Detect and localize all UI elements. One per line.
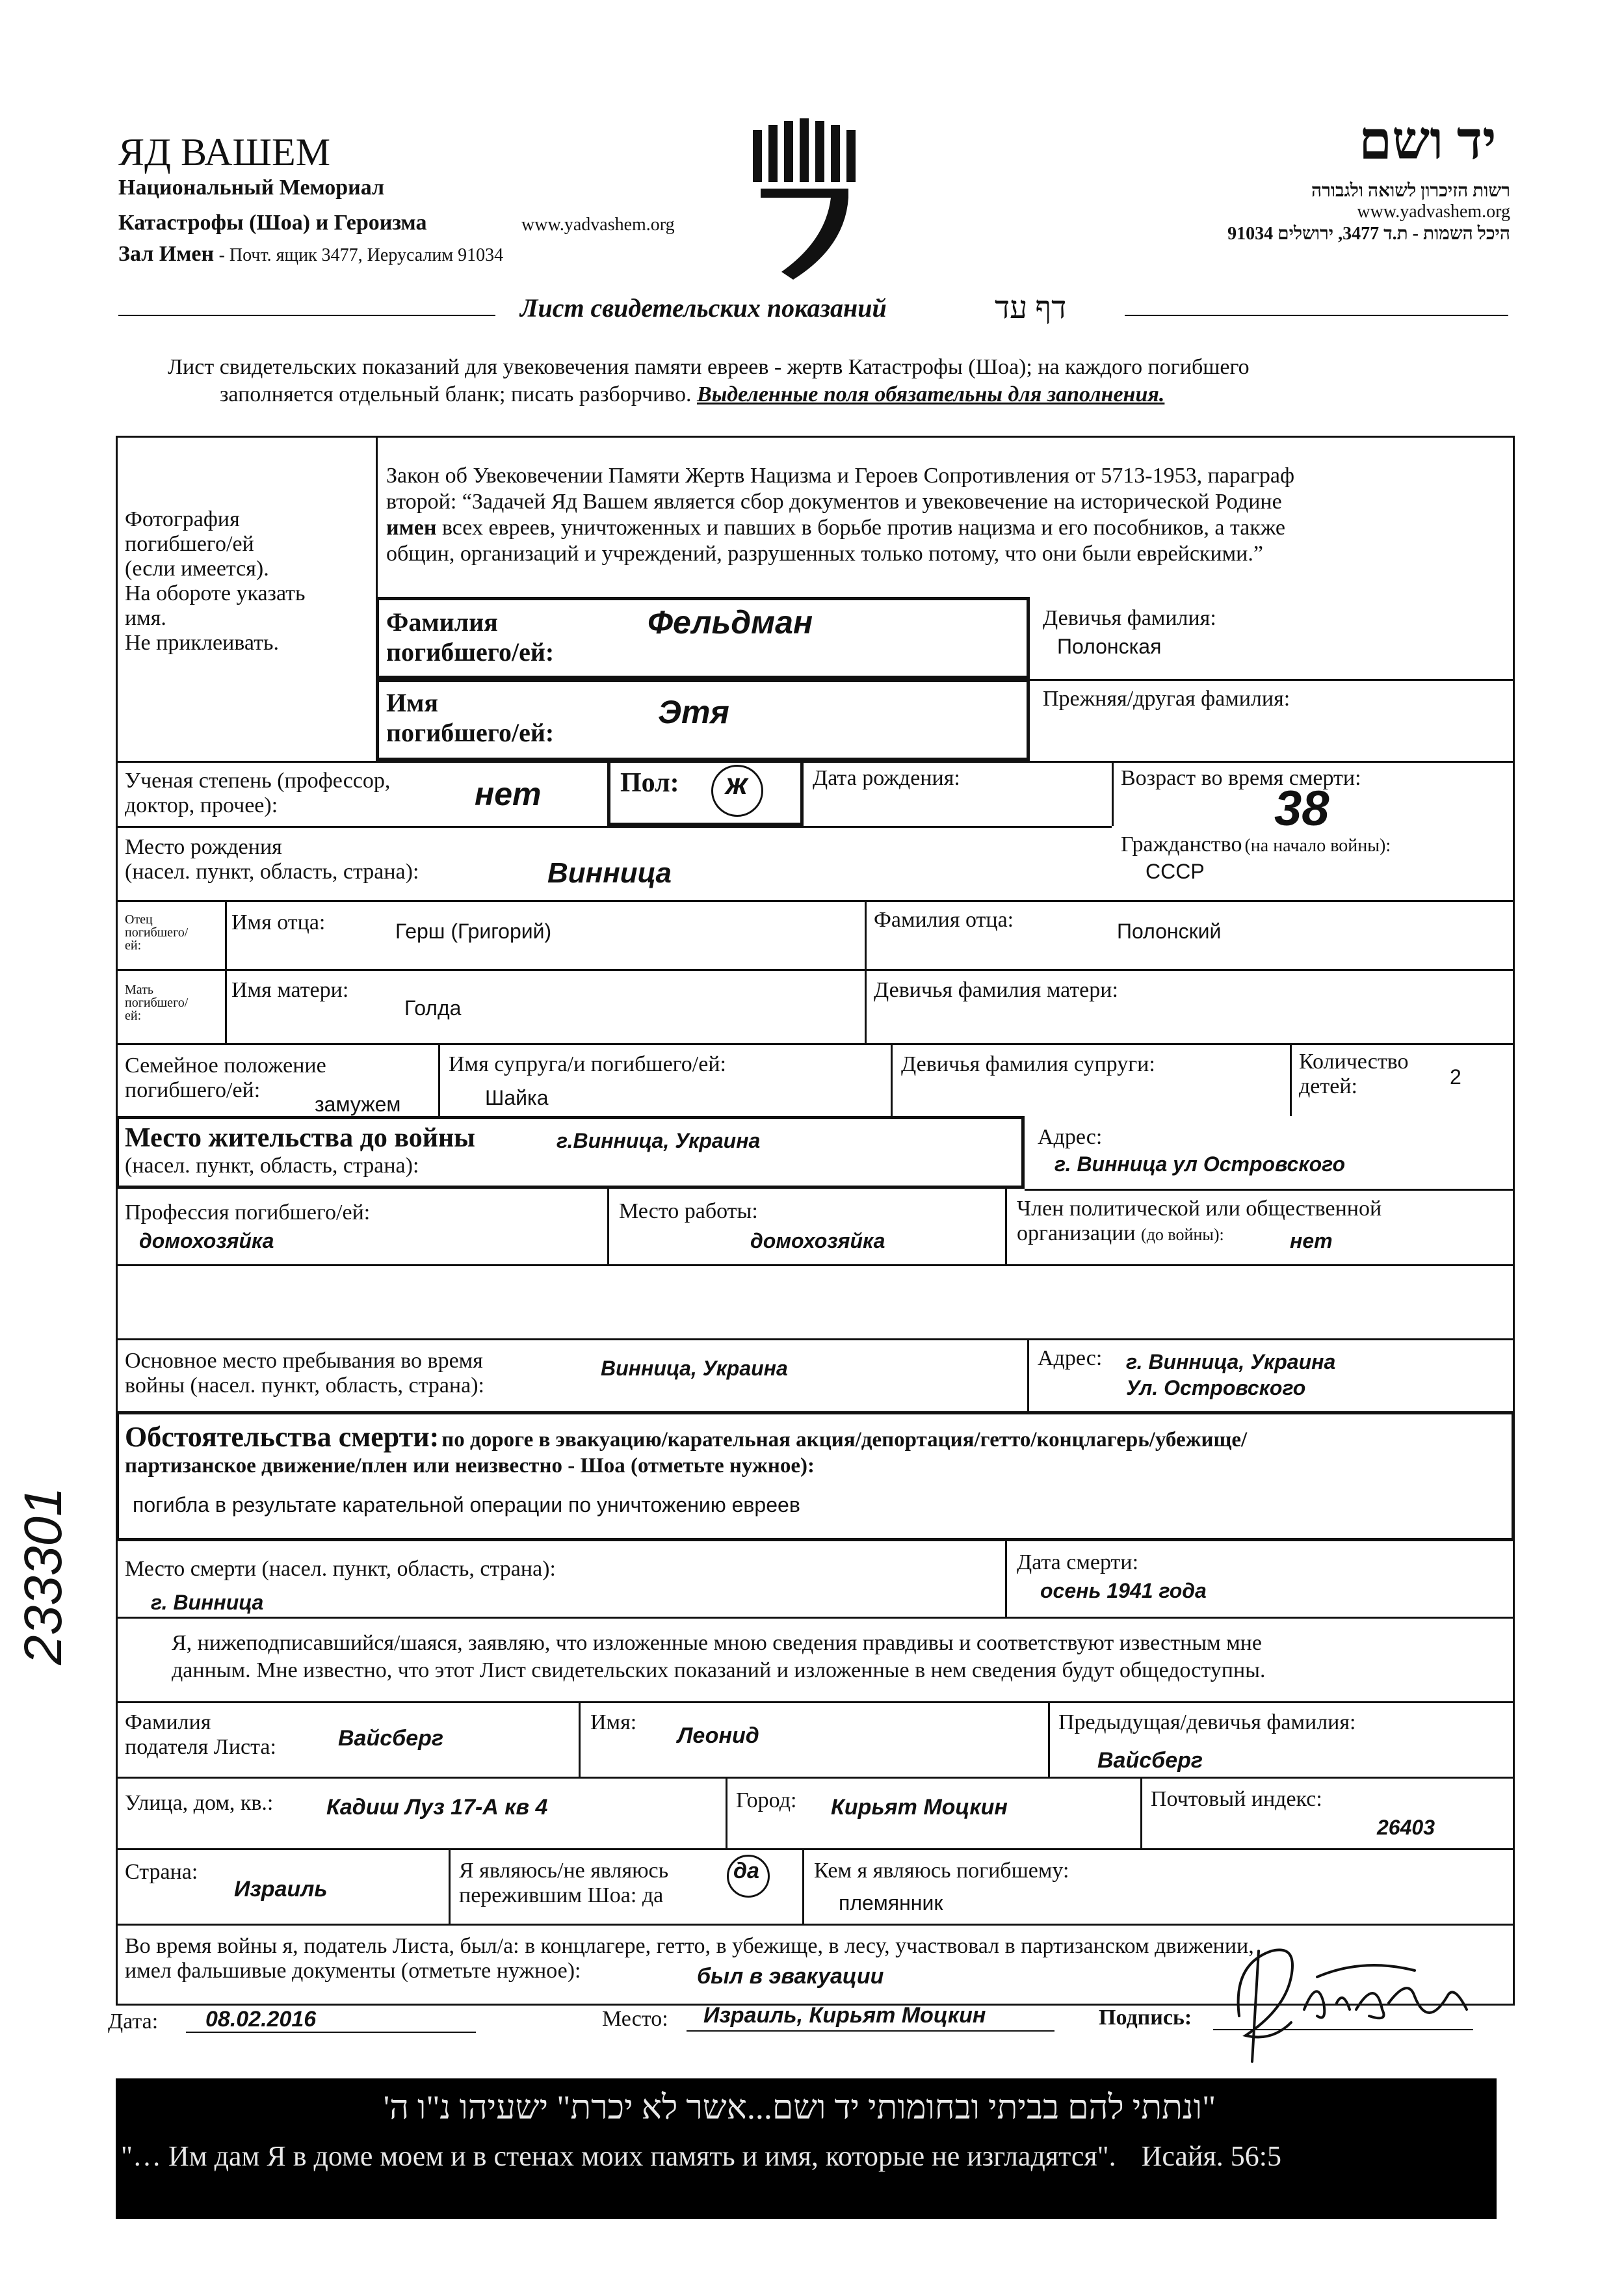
survivor-label — [459, 1859, 668, 1908]
sign-date-rule — [186, 2032, 476, 2033]
intro-line-2-emph: Выделенные поля обязательны для заполнения. — [697, 382, 1165, 406]
rule — [1112, 761, 1114, 826]
signature-label: Подпись: — [1099, 2006, 1192, 2030]
mother-name-value: Голда — [404, 996, 462, 1020]
marital-label-1: Семейное положение — [125, 1054, 326, 1078]
father-side-2: погибшего/ — [125, 925, 189, 940]
father-name-value: Герш (Григорий) — [395, 920, 552, 943]
rule — [802, 1848, 804, 1924]
org-name-ru: ЯД ВАШЕМ — [118, 131, 331, 174]
victim-maiden-label: Девичья фамилия: — [1043, 606, 1216, 630]
banner-hebrew-quote: "ונתתי להם בביתי ובחומותי יד ושם...אשר לא יכרת" ישעיהו נ"ו ה' — [383, 2089, 1216, 2127]
death-circumstances-title: Обстоятельства смерти: — [125, 1421, 439, 1453]
survivor-label-2-line — [459, 1883, 668, 1908]
children-label — [1299, 1050, 1409, 1099]
org-line2-he: רשות הזיכרון לשואה ולגבורה — [1311, 181, 1510, 201]
rule — [116, 900, 1515, 902]
banner-russian-line — [121, 2140, 1493, 2173]
children-value: 2 — [1450, 1065, 1461, 1089]
father-side-1: Отец — [125, 912, 153, 927]
victim-surname-label-2: погибшего/ей: — [386, 637, 555, 667]
victim-name-label-2: погибшего/ей: — [386, 718, 555, 747]
death-date-label: Дата смерти: — [1017, 1550, 1139, 1574]
submitter-surname-value: Вайсберг — [338, 1726, 444, 1751]
rule — [116, 1264, 1515, 1266]
submitter-signature — [1220, 1938, 1480, 2068]
rule — [116, 1043, 1515, 1045]
rule — [891, 1043, 893, 1116]
rule — [116, 969, 1515, 971]
photo-line-6: Не приклеивать. — [125, 631, 279, 655]
photo-line-1: Фотография — [125, 507, 240, 531]
photo-line-5: имя. — [125, 606, 166, 630]
rule — [438, 1043, 440, 1116]
relation-value: племянник — [839, 1891, 943, 1915]
birthplace-label — [125, 835, 419, 884]
yad-vashem-logo — [748, 117, 865, 286]
marital-label — [125, 1054, 326, 1103]
law-line-3 — [386, 515, 1294, 541]
rule — [1005, 1189, 1007, 1264]
birthplace-label-1: Место рождения — [125, 835, 282, 859]
spouse-maiden-label: Девичья фамилия супруги: — [901, 1052, 1155, 1076]
degree-label — [125, 769, 390, 818]
sign-place-label: Место: — [602, 2007, 668, 2031]
title-rule-right — [1125, 315, 1508, 316]
wartime-address-label: Адрес: — [1038, 1346, 1103, 1370]
rule — [116, 1338, 1515, 1340]
declaration-line-1: Я, нижеподписавшийся/шаяся, заявляю, что изложенные мною сведения правдивы и соответствуют известным мне — [172, 1631, 1262, 1655]
law-line-4: общин, организаций и учреждений, разрушенных только потому, что они были еврейскими.” — [386, 542, 1263, 566]
submitter-prev-label: Предыдущая/девичья фамилия: — [1058, 1710, 1356, 1734]
death-circumstances-options-2: партизанское движение/плен или неизвестно - Шоа (отметьте нужное): — [125, 1454, 815, 1478]
zip-value: 26403 — [1377, 1816, 1435, 1839]
sign-date-label: Дата: — [108, 2009, 159, 2034]
rule — [607, 1189, 609, 1264]
victim-former-name-label: Прежняя/другая фамилия: — [1043, 687, 1290, 711]
citizenship-value: СССР — [1146, 860, 1205, 883]
country-value: Израиль — [234, 1877, 328, 1902]
title-rule-left — [118, 315, 495, 316]
age-label: Возраст во время смерти: — [1121, 766, 1361, 790]
residence-label-1: Место жительства до войны — [125, 1123, 475, 1153]
form-title-ru: Лист свидетельских показаний — [520, 293, 887, 323]
mother-side-2: погибшего/ — [125, 996, 189, 1010]
victim-name-label-1: Имя — [386, 688, 438, 717]
survivor-label-2: пережившим Шоа: — [459, 1883, 637, 1907]
relation-label: Кем я являюсь погибшему: — [814, 1859, 1069, 1883]
photo-line-2: погибшего/ей — [125, 532, 254, 556]
rule — [116, 1617, 1515, 1619]
death-place-label: Место смерти (насел. пункт, область, страна): — [125, 1557, 556, 1581]
photo-box-text — [125, 507, 306, 656]
marital-label-2: погибшего/ей: — [125, 1078, 261, 1102]
survivor-typed: да — [642, 1883, 664, 1907]
wartime-address-value-2: Ул. Островского — [1126, 1376, 1306, 1399]
father-side-label — [125, 913, 188, 952]
victim-name-value: Этя — [658, 694, 729, 730]
victim-maiden-value: Полонская — [1057, 635, 1162, 658]
workplace-value: домохозяйка — [750, 1229, 885, 1253]
father-side-3: ей: — [125, 938, 142, 953]
rule — [225, 900, 227, 1043]
member-note: (до войны): — [1141, 1225, 1224, 1244]
degree-label-2: доктор, прочее): — [125, 793, 278, 817]
wartime-address-value-1: г. Винница, Украина — [1126, 1350, 1336, 1373]
hall-of-names-label: Зал Имен — [118, 242, 215, 266]
rule — [116, 1777, 1515, 1779]
degree-label-1: Ученая степень (профессор, — [125, 769, 391, 793]
degree-value: нет — [475, 776, 542, 812]
wartime-label-2: войны (насел. пункт, область, страна): — [125, 1373, 484, 1398]
citizenship-label — [1121, 832, 1391, 857]
rule — [1030, 679, 1515, 681]
sign-place-rule — [687, 2030, 1054, 2032]
survivor-label-1: Я являюсь/не являюсь — [459, 1859, 669, 1883]
rule — [1027, 1338, 1029, 1411]
submitter-wartime-label-1: Во время войны я, податель Листа, был/а: в концлагере, гетто, в убежище, в лесу, участвовал в партизанском движении, — [125, 1934, 1254, 1958]
website-left: www.yadvashem.org — [521, 215, 675, 235]
rule — [1048, 1701, 1050, 1777]
father-name-label: Имя отца: — [231, 910, 326, 935]
mother-side-3: ей: — [125, 1009, 142, 1023]
rule — [449, 1848, 451, 1924]
residence-label-2: (насел. пункт, область, страна): — [125, 1154, 419, 1178]
wartime-label-1: Основное место пребывания во время — [125, 1349, 483, 1373]
zip-label: Почтовый индекс: — [1151, 1787, 1322, 1811]
father-surname-value: Полонский — [1117, 920, 1222, 943]
declaration-line-2: данным. Мне известно, что этот Лист свидетельских показаний и изложенные в нем сведения будут общедоступны. — [172, 1658, 1266, 1682]
death-circumstances-label — [125, 1420, 1247, 1453]
member-label-1: Член политической или общественной — [1017, 1197, 1382, 1221]
rule — [116, 761, 1515, 763]
submitter-surname-label — [125, 1710, 276, 1760]
rule — [1005, 1541, 1007, 1617]
residence-address-value: г. Винница ул Островского — [1054, 1152, 1345, 1176]
country-label: Страна: — [125, 1860, 198, 1884]
victim-surname-label-1: Фамилия — [386, 607, 498, 637]
victim-name-label — [386, 688, 554, 748]
mother-maiden-label: Девичья фамилия матери: — [874, 978, 1118, 1002]
banner-russian-quote: "… Им дам Я в доме моем и в стенах моих память и имя, которые не изгладятся". — [121, 2140, 1116, 2172]
law-line-3-rest: всех евреев, уничтоженных и павших в борьбе против нацизма и его пособников, а также — [436, 516, 1285, 540]
mother-side-1: Мать — [125, 983, 154, 997]
spouse-name-label: Имя супруга/и погибшего/ей: — [449, 1052, 726, 1076]
sex-label: Пол: — [620, 768, 679, 798]
law-line-3-bold: имен — [386, 516, 437, 540]
residence-address-label: Адрес: — [1038, 1125, 1103, 1149]
death-circumstances-options-1: по дороге в эвакуацию/карательная акция/депортация/гетто/концлагерь/убежище/ — [441, 1428, 1248, 1452]
intro-line-1: Лист свидетельских показаний для увековечения памяти евреев - жертв Катастрофы (Шоа); на каждого погибшего — [168, 355, 1250, 379]
marital-value: замужем — [315, 1093, 401, 1116]
wartime-value: Винница, Украина — [601, 1357, 788, 1380]
member-value: нет — [1290, 1229, 1333, 1253]
rule — [726, 1777, 727, 1848]
submitter-name-label: Имя: — [590, 1710, 637, 1734]
law-line-2: второй: “Задачей Яд Вашем является сбор документов и увековечение на исторической Родине — [386, 490, 1282, 514]
hall-of-names-line — [118, 242, 503, 267]
margin-number: 233301 — [14, 1487, 73, 1665]
profession-value: домохозяйка — [139, 1229, 274, 1253]
workplace-label: Место работы: — [619, 1199, 758, 1223]
children-label-2: детей: — [1299, 1074, 1357, 1098]
rule — [579, 1701, 581, 1777]
birthplace-value: Винница — [547, 857, 672, 889]
org-line3-ru: Катастрофы (Шоа) и Героизма — [118, 211, 427, 235]
profession-label: Профессия погибшего/ей: — [125, 1200, 371, 1225]
declaration-text — [172, 1630, 1266, 1684]
rule — [116, 826, 1112, 828]
submitter-surname-label-2: подателя Листа: — [125, 1735, 276, 1759]
intro-line-2-plain: заполняется отдельный бланк; писать разборчиво. — [220, 382, 692, 406]
org-name-he: יד ושם — [1359, 111, 1497, 170]
citizenship-note: (на начало войны): — [1244, 836, 1391, 856]
submitter-wartime-value: был в эвакуации — [697, 1964, 884, 1989]
mother-side-label — [125, 983, 188, 1022]
sex-value: ж — [726, 767, 748, 801]
rule — [1290, 1043, 1292, 1116]
submitter-wartime-label — [125, 1934, 1254, 1983]
children-label-1: Количество — [1299, 1050, 1409, 1074]
rule — [865, 900, 867, 1043]
intro-line-2 — [220, 382, 1164, 407]
citizenship-label-text: Гражданство — [1121, 832, 1242, 856]
residence-label — [125, 1122, 475, 1178]
street-label: Улица, дом, кв.: — [125, 1791, 274, 1815]
death-circumstances-value: погибла в результате карательной операции по уничтожению евреев — [133, 1493, 800, 1517]
rule — [116, 1848, 1515, 1850]
age-value: 38 — [1274, 781, 1329, 836]
submitter-prev-value: Вайсберг — [1097, 1748, 1203, 1773]
death-place-value: г. Винница — [151, 1591, 264, 1614]
banner-reference: Исайя. 56:5 — [1141, 2140, 1281, 2172]
residence-value: г.Винница, Украина — [557, 1129, 761, 1152]
submitter-wartime-label-2: имел фальшивые документы (отметьте нужное): — [125, 1959, 581, 1983]
survivor-circled-value: да — [733, 1859, 759, 1883]
birthplace-label-2: (насел. пункт, область, страна): — [125, 860, 419, 884]
wartime-label — [125, 1349, 484, 1398]
victim-surname-label — [386, 607, 554, 667]
street-value: Кадиш Луз 17-А кв 4 — [326, 1795, 548, 1820]
victim-surname-value: Фельдман — [648, 604, 813, 641]
mother-name-label: Имя матери: — [231, 978, 349, 1002]
city-label: Город: — [736, 1788, 797, 1812]
law-line-1: Закон об Увековечении Памяти Жертв Нацизма и Героев Сопротивления от 5713-1953, параграф — [386, 464, 1295, 488]
father-surname-label: Фамилия отца: — [874, 908, 1014, 932]
submitter-name-value: Леонид — [677, 1723, 759, 1748]
logo-flame — [753, 130, 762, 182]
hall-address: - Почт. ящик 3477, Иерусалим 91034 — [218, 245, 504, 265]
member-label-2: организации — [1017, 1221, 1136, 1245]
law-text — [386, 463, 1294, 567]
death-date-value: осень 1941 года — [1040, 1579, 1207, 1602]
rule — [116, 1701, 1515, 1703]
rule — [1140, 1777, 1142, 1848]
website-right: www.yadvashem.org — [1357, 202, 1510, 222]
rule — [1025, 1189, 1515, 1191]
dob-label: Дата рождения: — [813, 766, 960, 790]
photo-line-3: (если имеется). — [125, 557, 269, 581]
city-value: Кирьят Моцкин — [831, 1795, 1008, 1820]
form-title-he: דף עד — [995, 291, 1067, 325]
address-he: היכל השמות - ת.ד 3477, ירושלים 91034 — [1227, 224, 1510, 244]
sign-place-value: Израиль, Кирьят Моцкин — [703, 2003, 986, 2028]
rule — [116, 1924, 1515, 1926]
spouse-name-value: Шайка — [485, 1086, 549, 1109]
org-line2-ru: Национальный Мемориал — [118, 176, 385, 200]
photo-line-4: На обороте указать — [125, 581, 306, 605]
submitter-surname-label-1: Фамилия — [125, 1710, 211, 1734]
sign-date-value: 08.02.2016 — [205, 2007, 317, 2032]
